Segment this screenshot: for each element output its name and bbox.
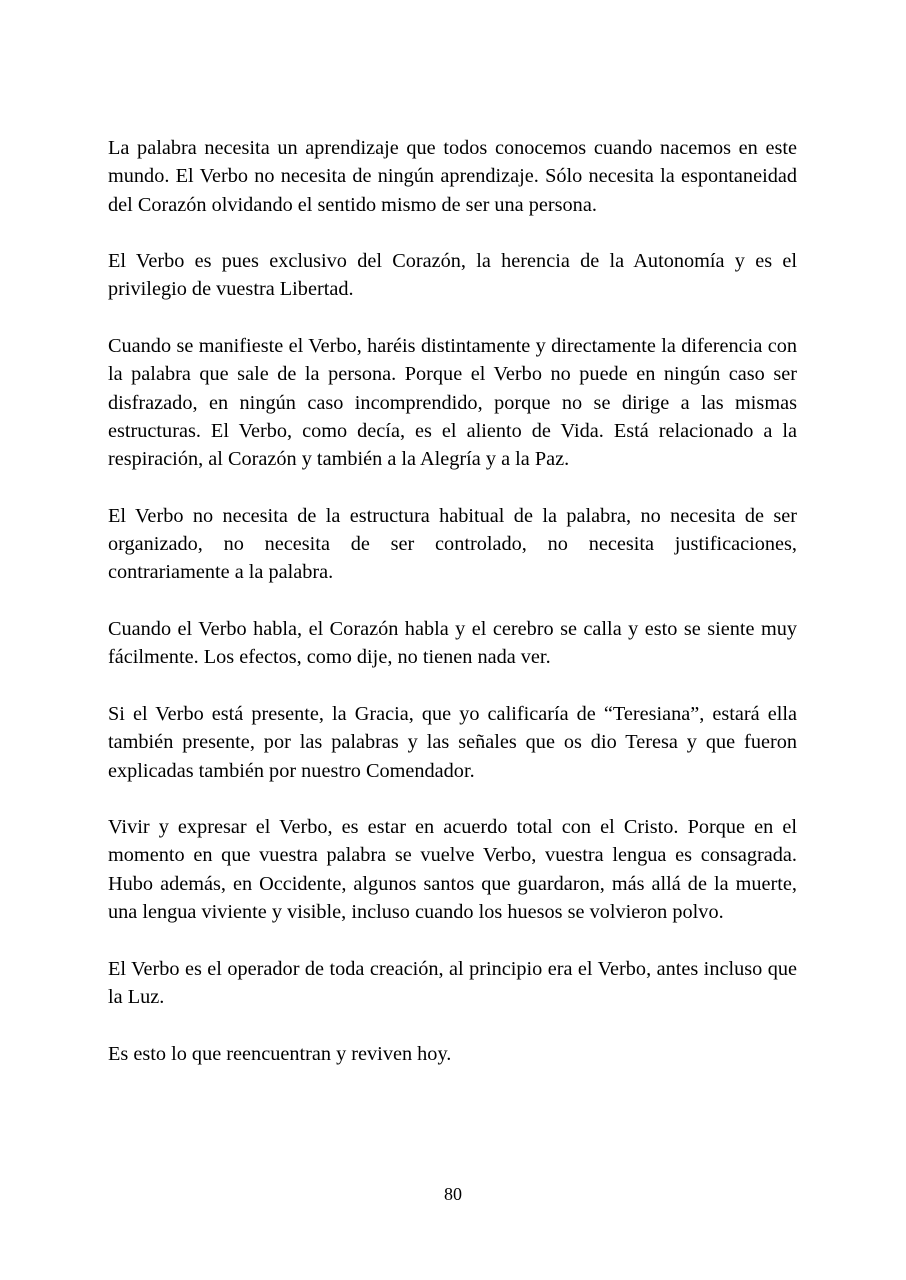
paragraph-5: Cuando el Verbo habla, el Corazón habla y el cerebro se calla y esto se siente muy fácilmente. Los efectos, como dije, no tienen nada ver. [108, 618, 797, 669]
paragraph-9: Es esto lo que reencuentran y reviven hoy. [108, 1042, 452, 1065]
paragraph-8: El Verbo es el operador de toda creación, al principio era el Verbo, antes incluso que la Luz. [108, 957, 797, 1008]
paragraph-2: El Verbo es pues exclusivo del Corazón, la herencia de la Autonomía y es el privilegio de vuestra Libertad. [108, 250, 797, 301]
body-text [108, 134, 797, 1068]
paragraph-1: La palabra necesita un aprendizaje que todos conocemos cuando nacemos en este mundo. El Verbo no necesita de ningún aprendizaje. Sólo necesita la espontaneidad del Corazón olvidando el sentido mismo de ser una persona. [108, 137, 797, 216]
page-number: 80 [444, 1184, 462, 1204]
paragraph-4: El Verbo no necesita de la estructura habitual de la palabra, no necesita de ser organizado, no necesita de ser controlado, no necesita justificaciones, contrariamente a la palabra. [108, 504, 797, 584]
paragraph-6: Si el Verbo está presente, la Gracia, que yo calificaría de “Teresiana”, estará ella también presente, por las palabras y las señales que os dio Teresa y que fueron explicadas también por nuestro Comendador. [108, 702, 797, 782]
paragraph-3: Cuando se manifieste el Verbo, haréis distintamente y directamente la diferencia con la palabra que sale de la persona. Porque el Verbo no puede en ningún caso ser disfrazado, en ningún caso incomprendido, porque no se dirige a las mismas estructuras. El Verbo, como decía, es el aliento de Vida. Está relacionado a la respiración, al Corazón y también a la Alegría y a la Paz. [108, 335, 797, 471]
paragraph-7: Vivir y expresar el Verbo, es estar en acuerdo total con el Cristo. Porque en el momento en que vuestra palabra se vuelve Verbo, vuestra lengua es consagrada. Hubo además, en Occidente, algunos santos que guardaron, más allá de la muerte, una lengua viviente y visible, incluso cuando los huesos se volvieron polvo. [108, 816, 797, 924]
